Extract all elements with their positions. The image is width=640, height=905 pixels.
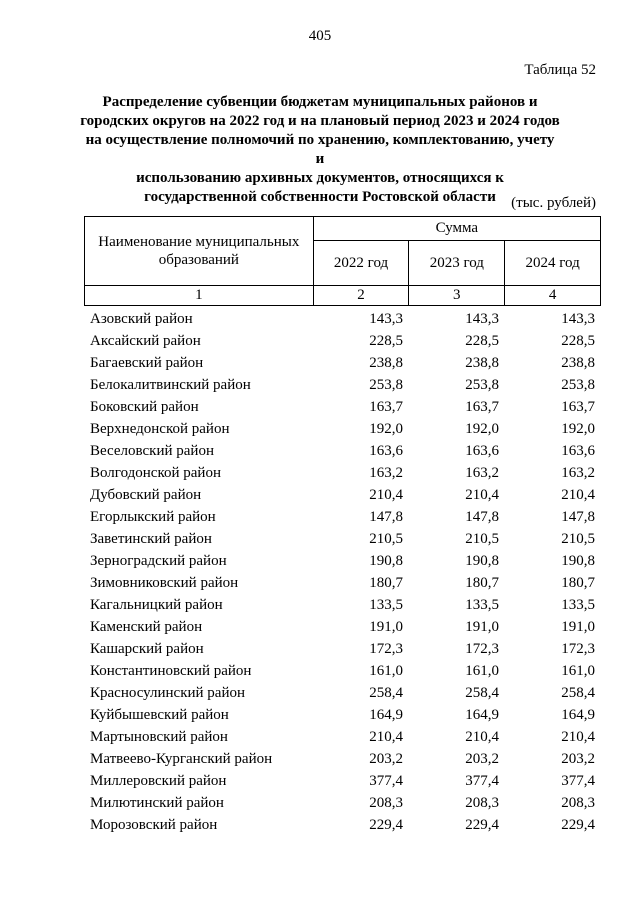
value-2023-cell: 161,0 [465, 662, 499, 679]
value-2023-cell: 180,7 [465, 574, 499, 591]
value-2022-cell: 192,0 [369, 420, 403, 437]
value-2022-cell: 180,7 [369, 574, 403, 591]
col-number-4: 4 [505, 286, 601, 306]
district-name-cell: Матвеево-Курганский район [90, 750, 273, 767]
value-2024-cell: 180,7 [561, 574, 595, 591]
value-2022-cell: 163,6 [369, 442, 403, 459]
district-name-cell: Заветинский район [90, 530, 212, 547]
table-label: Таблица 52 [524, 62, 596, 78]
title-line: государственной собственности Ростовской области [144, 189, 496, 205]
table-row [84, 594, 601, 616]
value-2022-cell: 163,7 [369, 398, 403, 415]
value-2022-cell: 253,8 [369, 376, 403, 393]
value-2022-cell: 229,4 [369, 816, 403, 833]
value-2022-cell: 210,5 [369, 530, 403, 547]
district-name-cell: Константиновский район [90, 662, 252, 679]
value-2024-cell: 164,9 [561, 706, 595, 723]
value-2024-cell: 163,7 [561, 398, 595, 415]
table-row [84, 506, 601, 528]
value-2023-cell: 163,2 [465, 464, 499, 481]
value-2024-cell: 147,8 [561, 508, 595, 525]
value-2022-cell: 208,3 [369, 794, 403, 811]
value-2023-cell: 190,8 [465, 552, 499, 569]
value-2023-cell: 253,8 [465, 376, 499, 393]
value-2022-cell: 161,0 [369, 662, 403, 679]
value-2024-cell: 229,4 [561, 816, 595, 833]
table-row [84, 814, 601, 836]
value-2023-cell: 238,8 [465, 354, 499, 371]
table-row [84, 396, 601, 418]
table-row [84, 682, 601, 704]
value-2024-cell: 228,5 [561, 332, 595, 349]
district-name-cell: Веселовский район [90, 442, 214, 459]
district-name-cell: Милютинский район [90, 794, 224, 811]
district-name-cell: Азовский район [90, 310, 193, 327]
value-2023-cell: 210,4 [465, 486, 499, 503]
table-row [84, 418, 601, 440]
value-2022-cell: 143,3 [369, 310, 403, 327]
value-2024-cell: 133,5 [561, 596, 595, 613]
district-name-cell: Боковский район [90, 398, 199, 415]
table-row [84, 572, 601, 594]
district-name-cell: Белокалитвинский район [90, 376, 251, 393]
table-row [84, 638, 601, 660]
value-2023-cell: 377,4 [465, 772, 499, 789]
table-row [84, 374, 601, 396]
value-2022-cell: 210,4 [369, 486, 403, 503]
table-row [84, 770, 601, 792]
district-name-cell: Миллеровский район [90, 772, 227, 789]
district-name-cell: Верхнедонской район [90, 420, 230, 437]
value-2023-cell: 258,4 [465, 684, 499, 701]
table-row [84, 550, 601, 572]
value-2024-cell: 210,4 [561, 486, 595, 503]
value-2022-cell: 147,8 [369, 508, 403, 525]
value-2023-cell: 210,5 [465, 530, 499, 547]
value-2023-cell: 191,0 [465, 618, 499, 635]
page-number: 405 [308, 28, 332, 44]
header-year-2023: 2023 год [409, 241, 505, 286]
col-number-3: 3 [409, 286, 505, 306]
value-2023-cell: 143,3 [465, 310, 499, 327]
value-2024-cell: 203,2 [561, 750, 595, 767]
value-2023-cell: 203,2 [465, 750, 499, 767]
district-name-cell: Мартыновский район [90, 728, 228, 745]
value-2022-cell: 164,9 [369, 706, 403, 723]
value-2024-cell: 192,0 [561, 420, 595, 437]
header-name-column: Наименование муниципальных образований [85, 217, 314, 286]
district-name-cell: Аксайский район [90, 332, 201, 349]
value-2023-cell: 163,6 [465, 442, 499, 459]
district-name-cell: Кагальницкий район [90, 596, 223, 613]
table-title [80, 93, 560, 207]
table-row [84, 792, 601, 814]
value-2022-cell: 191,0 [369, 618, 403, 635]
value-2024-cell: 210,5 [561, 530, 595, 547]
col-number-2: 2 [313, 286, 409, 306]
value-2022-cell: 258,4 [369, 684, 403, 701]
value-2024-cell: 163,2 [561, 464, 595, 481]
title-line: городских округов на 2022 год и на плановый период 2023 и 2024 годов [80, 113, 560, 129]
district-name-cell: Каменский район [90, 618, 203, 635]
title-line: использованию архивных документов, относящихся к [136, 170, 504, 186]
value-2024-cell: 161,0 [561, 662, 595, 679]
header-year-2024: 2024 год [505, 241, 601, 286]
table-header [84, 216, 601, 306]
value-2022-cell: 133,5 [369, 596, 403, 613]
value-2023-cell: 228,5 [465, 332, 499, 349]
table-row [84, 440, 601, 462]
value-2023-cell: 163,7 [465, 398, 499, 415]
title-line: на осуществление полномочий по хранению, комплектованию, учету и [85, 132, 555, 167]
table-row [84, 748, 601, 770]
value-2022-cell: 210,4 [369, 728, 403, 745]
value-2022-cell: 238,8 [369, 354, 403, 371]
value-2024-cell: 258,4 [561, 684, 595, 701]
value-2022-cell: 172,3 [369, 640, 403, 657]
value-2023-cell: 229,4 [465, 816, 499, 833]
value-2023-cell: 133,5 [465, 596, 499, 613]
title-line: Распределение субвенции бюджетам муниципальных районов и [102, 94, 538, 110]
units-label: (тыс. рублей) [511, 195, 596, 211]
district-name-cell: Кашарский район [90, 640, 204, 657]
value-2024-cell: 143,3 [561, 310, 595, 327]
value-2024-cell: 172,3 [561, 640, 595, 657]
district-name-cell: Морозовский район [90, 816, 218, 833]
value-2024-cell: 163,6 [561, 442, 595, 459]
value-2023-cell: 147,8 [465, 508, 499, 525]
value-2024-cell: 253,8 [561, 376, 595, 393]
value-2023-cell: 172,3 [465, 640, 499, 657]
table-row [84, 704, 601, 726]
value-2022-cell: 377,4 [369, 772, 403, 789]
table-row [84, 352, 601, 374]
value-2022-cell: 228,5 [369, 332, 403, 349]
value-2024-cell: 191,0 [561, 618, 595, 635]
district-name-cell: Дубовский район [90, 486, 202, 503]
value-2022-cell: 190,8 [369, 552, 403, 569]
table-row [84, 330, 601, 352]
value-2023-cell: 192,0 [465, 420, 499, 437]
value-2024-cell: 377,4 [561, 772, 595, 789]
table-row [84, 462, 601, 484]
value-2024-cell: 210,4 [561, 728, 595, 745]
table-row [84, 660, 601, 682]
col-number-1: 1 [85, 286, 314, 306]
value-2023-cell: 208,3 [465, 794, 499, 811]
table-row [84, 308, 601, 330]
table-row [84, 726, 601, 748]
district-name-cell: Волгодонской район [90, 464, 221, 481]
value-2023-cell: 210,4 [465, 728, 499, 745]
value-2023-cell: 164,9 [465, 706, 499, 723]
value-2022-cell: 163,2 [369, 464, 403, 481]
table-row [84, 484, 601, 506]
district-name-cell: Зимовниковский район [90, 574, 239, 591]
district-name-cell: Красносулинский район [90, 684, 246, 701]
header-year-2022: 2022 год [313, 241, 409, 286]
district-name-cell: Багаевский район [90, 354, 204, 371]
table-row [84, 528, 601, 550]
data-table [84, 308, 601, 836]
value-2024-cell: 238,8 [561, 354, 595, 371]
district-name-cell: Егорлыкский район [90, 508, 216, 525]
value-2022-cell: 203,2 [369, 750, 403, 767]
value-2024-cell: 208,3 [561, 794, 595, 811]
district-name-cell: Куйбышевский район [90, 706, 229, 723]
district-name-cell: Зерноградский район [90, 552, 227, 569]
table-row [84, 616, 601, 638]
value-2024-cell: 190,8 [561, 552, 595, 569]
header-sum-column: Сумма [313, 217, 600, 241]
